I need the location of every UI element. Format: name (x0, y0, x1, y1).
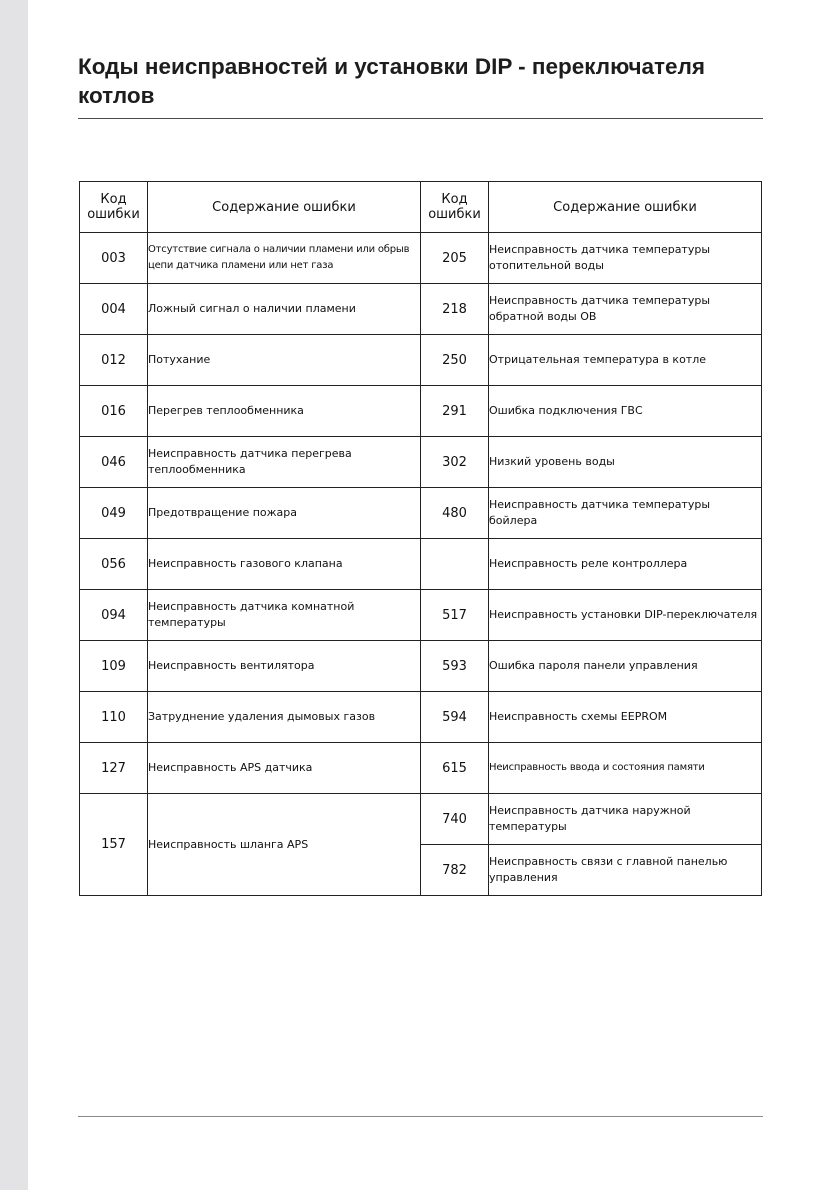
error-description: Неисправность газового клапана (148, 539, 421, 590)
error-code: 094 (80, 590, 148, 641)
header-code-right: Код ошибки (421, 182, 489, 233)
error-code: 205 (421, 233, 489, 284)
table-row (80, 692, 762, 743)
error-code: 012 (80, 335, 148, 386)
error-code: 218 (421, 284, 489, 335)
error-code: 517 (421, 590, 489, 641)
error-code: 250 (421, 335, 489, 386)
page-title: Коды неисправностей и установки DIP - переключателя котлов (78, 54, 705, 108)
header-desc-right: Содержание ошибки (489, 182, 762, 233)
table-row (80, 386, 762, 437)
table-header-row (80, 182, 762, 233)
error-code: 110 (80, 692, 148, 743)
error-code: 480 (421, 488, 489, 539)
table-row (80, 488, 762, 539)
error-description: Неисправность схемы EEPROM (489, 692, 762, 743)
error-description: Неисправность датчика наружной температуры (489, 794, 762, 845)
error-codes-table (79, 181, 762, 896)
error-description: Неисправность датчика комнатной температуры (148, 590, 421, 641)
error-description: Неисправность реле контроллера (489, 539, 762, 590)
error-code: 157 (80, 794, 148, 896)
header-desc-left: Содержание ошибки (148, 182, 421, 233)
error-description: Низкий уровень воды (489, 437, 762, 488)
error-description: Ошибка пароля панели управления (489, 641, 762, 692)
error-code: 615 (421, 743, 489, 794)
error-description: Неисправность шланга APS (148, 794, 421, 896)
table-row (80, 641, 762, 692)
error-code: 049 (80, 488, 148, 539)
error-code: 594 (421, 692, 489, 743)
error-code: 109 (80, 641, 148, 692)
error-code: 127 (80, 743, 148, 794)
error-description: Неисправность связи с главной панелью управления (489, 845, 762, 896)
error-description: Неисправность установки DIP-переключателя (489, 590, 762, 641)
page-edge-strip (0, 0, 28, 1190)
table-row (80, 284, 762, 335)
table-row (80, 590, 762, 641)
error-code: 291 (421, 386, 489, 437)
table-row (80, 233, 762, 284)
table-row (80, 794, 762, 845)
error-code: 740 (421, 794, 489, 845)
error-description: Потухание (148, 335, 421, 386)
error-description: Неисправность APS датчика (148, 743, 421, 794)
error-code (421, 539, 489, 590)
table-row (80, 437, 762, 488)
error-description: Неисправность датчика температуры отопительной воды (489, 233, 762, 284)
error-description: Предотвращение пожара (148, 488, 421, 539)
error-description: Отрицательная температура в котле (489, 335, 762, 386)
error-code: 003 (80, 233, 148, 284)
error-code: 782 (421, 845, 489, 896)
error-description: Неисправность вентилятора (148, 641, 421, 692)
error-description: Ошибка подключения ГВС (489, 386, 762, 437)
error-description: Перегрев теплообменника (148, 386, 421, 437)
error-code: 593 (421, 641, 489, 692)
error-code: 016 (80, 386, 148, 437)
footer-divider (78, 1116, 763, 1117)
error-description: Отсутствие сигнала о наличии пламени или обрыв цепи датчика пламени или нет газа (148, 233, 421, 284)
error-code: 046 (80, 437, 148, 488)
error-code: 302 (421, 437, 489, 488)
error-description: Ложный сигнал о наличии пламени (148, 284, 421, 335)
table-row (80, 743, 762, 794)
error-description: Неисправность датчика температуры обратной воды ОВ (489, 284, 762, 335)
error-description: Неисправность ввода и состояния памяти (489, 743, 762, 794)
error-description: Неисправность датчика перегрева теплообменника (148, 437, 421, 488)
table-row (80, 335, 762, 386)
error-code: 004 (80, 284, 148, 335)
error-code: 056 (80, 539, 148, 590)
error-description: Неисправность датчика температуры бойлера (489, 488, 762, 539)
error-description: Затруднение удаления дымовых газов (148, 692, 421, 743)
table-row (80, 539, 762, 590)
title-divider (78, 118, 763, 119)
header-code-left: Код ошибки (80, 182, 148, 233)
